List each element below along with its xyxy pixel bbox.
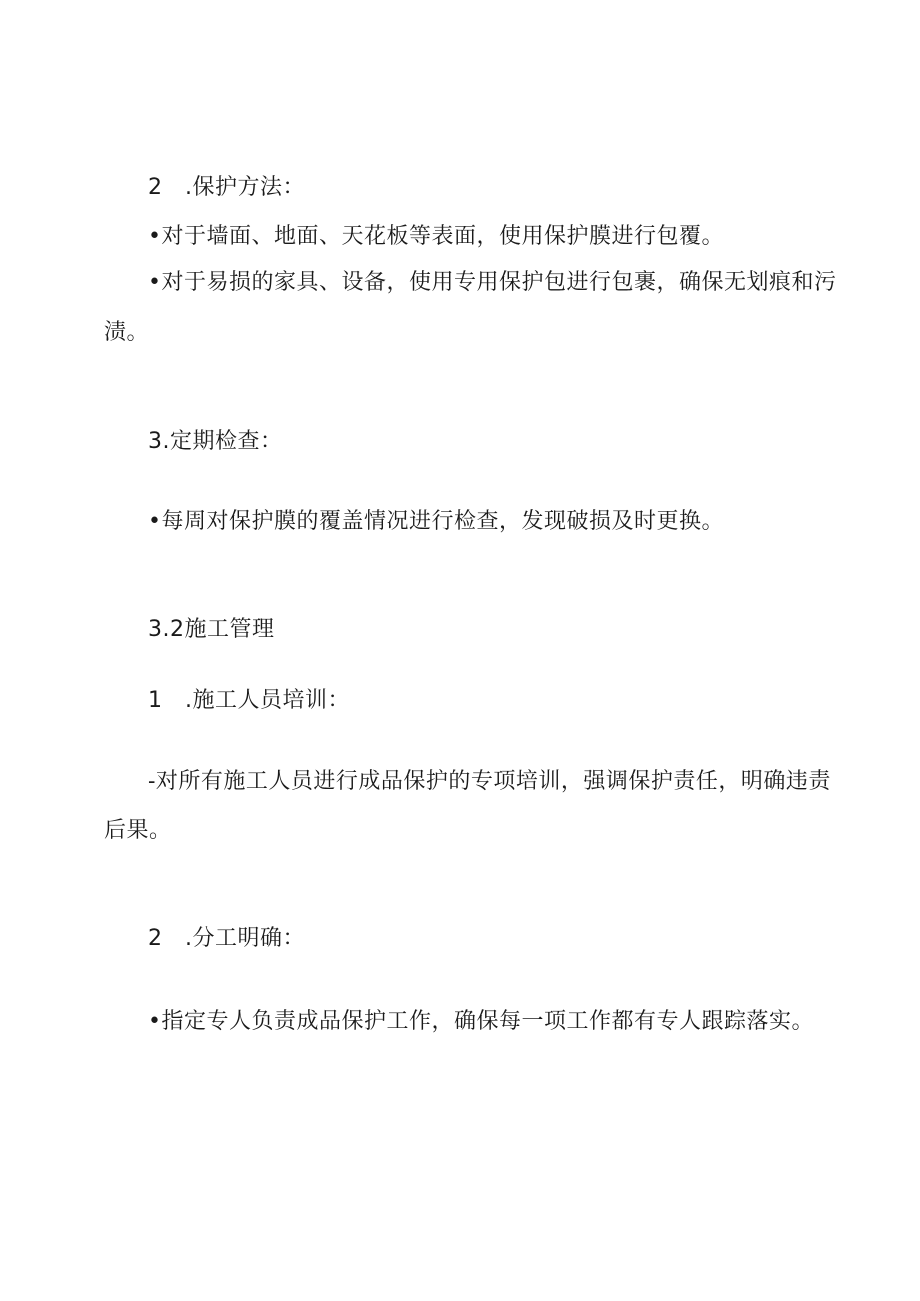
bullet-weekly-check: •每周对保护膜的覆盖情况进行检查，发现破损及时更换。 [148,509,724,534]
heading-regular-check: 3.定期检查： [148,429,283,454]
bullet-training-line2: 后果。 [104,818,172,843]
bullet-training-line1: -对所有施工人员进行成品保护的专项培训，强调保护责任，明确违责 [148,769,831,794]
bullet-fragile-items-line2: 渍。 [104,320,150,345]
heading-protection-method: 2 .保护方法： [148,175,305,200]
bullet-assign-person: •指定专人负责成品保护工作，确保每一项工作都有专人跟踪落实。 [148,1009,814,1034]
heading-staff-training: 1 .施工人员培训： [148,688,350,713]
bullet-surface-film: •对于墙面、地面、天花板等表面，使用保护膜进行包覆。 [148,224,724,249]
heading-construction-management: 3.2施工管理 [148,617,275,642]
heading-division-of-labor: 2 .分工明确： [148,926,305,951]
bullet-fragile-items-line1: •对于易损的家具、设备，使用专用保护包进行包裹，确保无划痕和污 [148,270,837,295]
